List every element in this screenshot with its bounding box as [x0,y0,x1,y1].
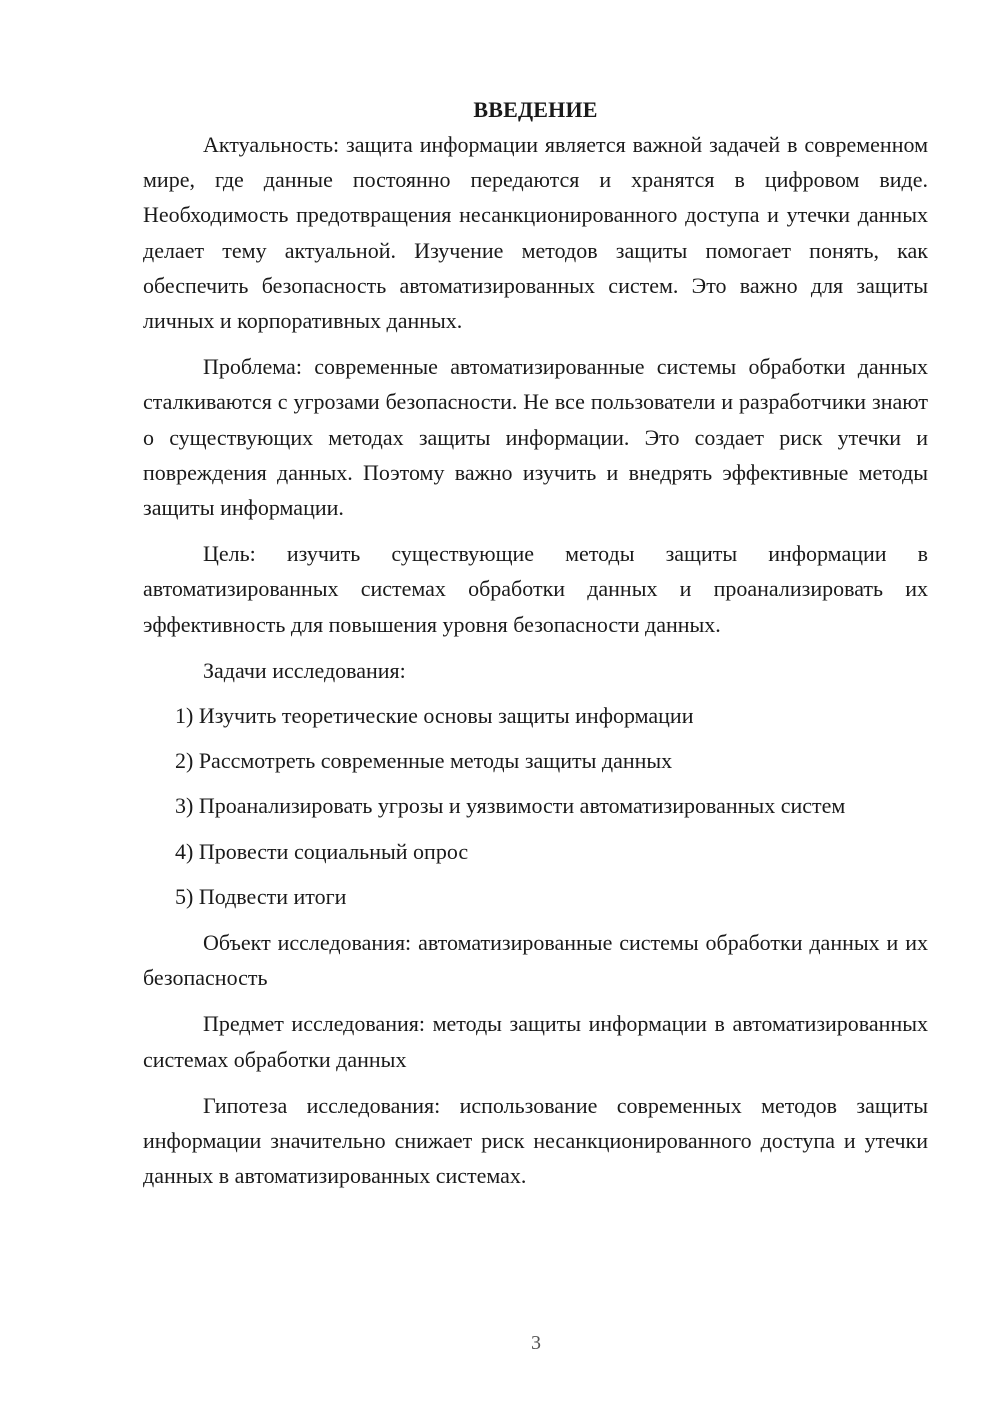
task-item-5: 5) Подвести итоги [175,883,347,909]
paragraph-object: Объект исследования: автоматизированные системы обработки данных и их безопасность [143,930,928,991]
task-item-4: 4) Провести социальный опрос [175,838,469,864]
page-content [143,92,928,1193]
task-list [143,698,928,914]
paragraph-problem: Проблема: современные автоматизированные системы обработки данных сталкиваются с угрозами безопасности. Не все пользователи и разработчики знают о существующих методах защиты информации. Это создает риск утечки и повреждения данных. Поэтому важно изучить и внедрять эффективные методы защиты информации. [143,354,928,521]
paragraph-relevance: Актуальность: защита информации является важной задачей в современном мире, где данные постоянно передаются и хранятся в цифровом виде. Необходимость предотвращения несанкционированного доступа и утечки данных делает тему актуальной. Изучение методов защиты помогает понять, как обеспечить безопасность автоматизированных систем. Это важно для защиты личных и корпоративных данных. [143,132,928,334]
paragraph-hypothesis: Гипотеза исследования: использование современных методов защиты информации значительно снижает риск несанкционированного доступа и утечки данных в автоматизированных системах. [143,1092,928,1189]
task-item-3: 3) Проанализировать угрозы и уязвимости автоматизированных систем [175,793,846,819]
paragraph-tasks-intro: Задачи исследования: [203,657,406,683]
page-title: ВВЕДЕНИЕ [473,97,598,122]
page-number: 3 [531,1332,541,1354]
task-item-1: 1) Изучить теоретические основы защиты информации [175,703,694,729]
paragraph-subject: Предмет исследования: методы защиты информации в автоматизированных системах обработки данных [143,1011,928,1072]
paragraph-goal: Цель: изучить существующие методы защиты информации в автоматизированных системах обработки данных и проанализировать их эффективность для повышения уровня безопасности данных. [143,541,928,637]
task-item-2: 2) Рассмотреть современные методы защиты данных [175,748,673,774]
